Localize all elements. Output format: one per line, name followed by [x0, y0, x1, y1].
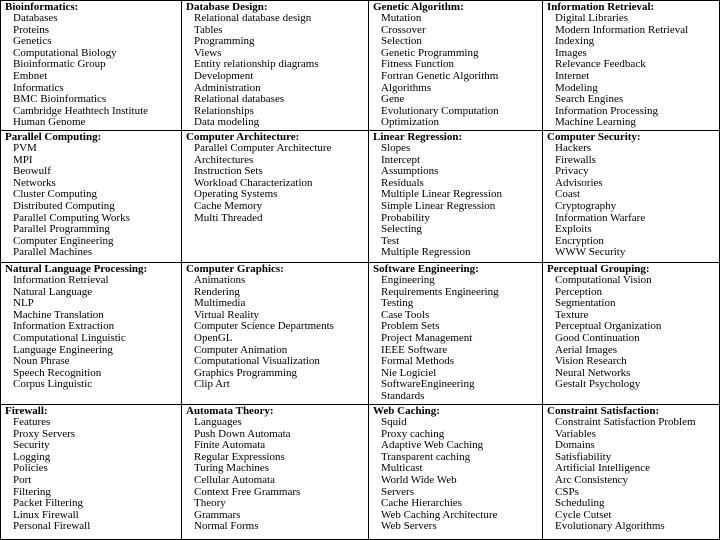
keyword-item: Images	[555, 46, 587, 59]
keyword-item: Arc Consistency	[555, 473, 629, 486]
topic-cell	[0, 405, 182, 540]
keyword-item: Coast	[555, 188, 581, 201]
keyword-item: Computational Vision	[555, 274, 652, 286]
keyword-item: Requirements Engineering	[381, 285, 499, 298]
topic-cell	[182, 405, 369, 540]
keyword-item: Genetics	[13, 35, 52, 48]
keyword-item: Indexing	[555, 35, 595, 48]
keyword-item: Crossover	[381, 23, 426, 36]
keyword-item: Gestalt Psychology	[555, 378, 641, 391]
keyword-item: Policies	[13, 462, 48, 475]
topic-cell	[0, 0, 182, 131]
keyword-list	[547, 143, 719, 259]
keyword-item: Finite Automata	[194, 439, 266, 452]
keyword-item: Case Tools	[381, 308, 430, 321]
keyword-item: Networks	[13, 176, 56, 189]
keyword-item: CSPs	[555, 485, 579, 498]
keyword-item: Proxy Servers	[13, 427, 76, 440]
keyword-item: Port	[13, 473, 32, 486]
keyword-item: Multiple Regression	[381, 246, 471, 259]
keyword-item: Optimization	[381, 116, 440, 129]
keyword-item: Languages	[194, 416, 242, 428]
keyword-item: Project Management	[381, 331, 473, 344]
keyword-item: Speech Recognition	[13, 366, 102, 379]
keyword-item: Informatics	[13, 81, 64, 94]
keyword-item: Parallel Computer Architecture	[194, 142, 332, 154]
keyword-item: Features	[13, 416, 51, 428]
keyword-item: Intercept	[381, 153, 421, 166]
keyword-item: Relational databases	[194, 93, 285, 106]
keyword-item: Machine Learning	[555, 116, 636, 129]
topic-title: Web Caching:	[373, 405, 440, 417]
keyword-item: Aerial Images	[555, 343, 617, 356]
topic-cell	[182, 0, 369, 131]
topic-cell	[369, 0, 543, 131]
keyword-item: Engineering	[381, 274, 435, 286]
keyword-item: Development	[194, 69, 254, 82]
topic-title: Computer Graphics:	[186, 263, 284, 275]
keyword-item: Information Processing	[555, 104, 658, 117]
keyword-item: Evolutionary Algorithms	[555, 520, 665, 533]
keyword-item: Adaptive Web Caching	[381, 439, 484, 452]
topic-cell	[543, 405, 720, 540]
keyword-item: Rendering	[194, 285, 240, 298]
keyword-item: Proxy caching	[381, 427, 445, 440]
keyword-item: MPI	[13, 153, 33, 166]
keyword-item: Test	[381, 234, 400, 247]
topic-title: Constraint Satisfaction:	[547, 405, 660, 417]
keyword-item: Selecting	[381, 223, 422, 236]
keyword-item: Entity relationship diagrams	[194, 58, 319, 71]
keyword-item: Logging	[13, 450, 51, 463]
keyword-item: Theory	[194, 497, 226, 510]
keyword-item: Hackers	[555, 142, 592, 154]
keyword-item: Web Caching Architecture	[381, 508, 498, 521]
keyword-item: Computer Animation	[194, 343, 288, 356]
topic-cell	[543, 131, 720, 263]
keyword-item: Information Extraction	[13, 320, 115, 333]
topic-title: Natural Language Processing:	[5, 263, 148, 275]
keyword-item: Parallel Machines	[13, 246, 93, 259]
keyword-item: Domains	[555, 439, 595, 452]
keyword-item: Testing	[381, 297, 414, 310]
keyword-item: Computational Visualization	[194, 355, 320, 368]
keyword-item: Problem Sets	[381, 320, 440, 333]
keyword-item: Genetic Programming	[381, 46, 479, 59]
keyword-item: Tables	[194, 23, 223, 36]
keyword-item: Scheduling	[555, 497, 605, 510]
keyword-item: Linux Firewall	[13, 508, 79, 521]
keyword-item: Beowulf	[13, 165, 51, 178]
topic-cell	[369, 405, 543, 540]
keyword-item: Exploits	[555, 223, 592, 236]
keyword-item: Relevance Feedback	[555, 58, 646, 71]
keyword-item: Operating Systems	[194, 188, 278, 201]
keyword-item: Views	[194, 46, 222, 59]
keyword-item: Fortran Genetic Algorithm	[381, 69, 499, 82]
keyword-item: IEEE Software	[381, 343, 448, 356]
keyword-item: Multiple Linear Regression	[381, 188, 502, 201]
keyword-item: Embnet	[13, 69, 48, 82]
topic-title: Database Design:	[186, 1, 268, 13]
keyword-item: Relational database design	[194, 12, 312, 24]
keyword-item: Personal Firewall	[13, 520, 91, 533]
topic-title: Information Retrieval:	[547, 1, 655, 13]
keyword-item: Grammars	[194, 508, 241, 521]
keyword-item: Cycle Cutset	[555, 508, 612, 521]
topic-cell	[182, 131, 369, 263]
keyword-item: Computer Engineering	[13, 234, 114, 247]
keyword-item-left: Software	[381, 378, 421, 391]
keyword-item: Computational Biology	[13, 46, 117, 59]
keyword-list	[373, 275, 542, 403]
keyword-item: Instruction Sets	[194, 165, 263, 178]
keyword-item: Encryption	[555, 234, 604, 247]
keyword-item: Graphics Programming	[194, 366, 297, 379]
keyword-item: Vision Research	[555, 355, 627, 368]
keyword-item: Modern Information Retrieval	[555, 23, 689, 36]
topic-title: Genetic Algorithm:	[373, 1, 464, 13]
keyword-item: Administration	[194, 81, 261, 94]
keyword-item: World Wide Web	[381, 473, 457, 486]
keyword-item: Constraint Satisfaction Problem	[555, 416, 696, 428]
keyword-item: Perception	[555, 285, 603, 298]
keyword-item: BMC Bioinformatics	[13, 93, 107, 106]
topic-cell	[369, 131, 543, 263]
keyword-item: Internet	[555, 69, 590, 82]
keyword-item: Good Continuation	[555, 331, 640, 344]
keyword-item: Selection	[381, 35, 422, 48]
keyword-item: OpenGL	[194, 331, 233, 344]
keyword-item: Web Servers	[381, 520, 437, 533]
keyword-item: Computational Linguistic	[13, 331, 126, 344]
topic-title: Computer Architecture:	[186, 131, 300, 143]
topic-title: Computer Security:	[547, 131, 641, 143]
keyword-list	[373, 417, 542, 533]
keyword-item: Regular Expressions	[194, 450, 285, 463]
keyword-item: PVM	[13, 142, 37, 154]
keyword-item: NLP	[13, 297, 34, 310]
keyword-item: Cambridge Heathtech Institute	[13, 104, 149, 117]
keyword-item: Texture	[555, 308, 589, 321]
keyword-item: Machine Translation	[13, 308, 104, 321]
keyword-item: Security	[13, 439, 50, 452]
topic-cell	[369, 263, 543, 405]
topic-cell	[543, 0, 720, 131]
keyword-item: Search Engines	[555, 93, 624, 106]
keyword-item: Data modeling	[194, 116, 260, 129]
keyword-item: Noun Phrase	[13, 355, 70, 368]
keyword-item: Cryptography	[555, 199, 617, 212]
topic-title: Parallel Computing:	[5, 131, 102, 143]
keyword-item: Probability	[381, 211, 430, 224]
keyword-list	[5, 275, 181, 391]
keyword-item: Packet Filtering	[13, 497, 83, 510]
keyword-item: Programming	[194, 35, 255, 48]
keyword-list	[186, 275, 368, 391]
keyword-item: Multicast	[381, 462, 423, 475]
keyword-list	[547, 417, 719, 533]
keyword-item: Assumptions	[381, 165, 439, 178]
keyword-item: Multi Threaded	[194, 211, 263, 224]
topic-title: Perceptual Grouping:	[547, 263, 650, 275]
keyword-item: Standards	[381, 389, 425, 402]
keyword-item: Gene	[381, 93, 405, 106]
keyword-item: Satisfiability	[555, 450, 612, 463]
keyword-item: Variables	[555, 427, 596, 440]
keyword-item: Bioinformatic Group	[13, 58, 106, 71]
keyword-item: WWW Security	[555, 246, 626, 259]
keyword-list	[5, 143, 181, 259]
keyword-item: Databases	[13, 12, 58, 24]
keyword-list	[547, 13, 719, 129]
keyword-item: Clip Art	[194, 378, 230, 391]
keyword-item: Computer Science Departments	[194, 320, 334, 333]
topic-title: Bioinformatics:	[5, 1, 79, 13]
keyword-item: Push Down Automata	[194, 427, 291, 440]
keyword-item: Servers	[381, 485, 414, 498]
keyword-item: Workload Characterization	[194, 176, 313, 189]
keyword-item: Animations	[194, 274, 246, 286]
keyword-item: Context Free Grammars	[194, 485, 301, 498]
keyword-item: Segmentation	[555, 297, 616, 310]
keyword-item: Distributed Computing	[13, 199, 115, 212]
keyword-item: Information Retrieval	[13, 274, 109, 286]
keyword-item: Corpus Linguistic	[13, 378, 93, 391]
keyword-list	[5, 13, 181, 129]
keyword-list	[373, 13, 542, 129]
keyword-item: Filtering	[13, 485, 51, 498]
topic-title: Automata Theory:	[186, 405, 274, 417]
keyword-item: Residuals	[381, 176, 424, 189]
topic-title: Linear Regression:	[373, 131, 463, 143]
keyword-item: Simple Linear Regression	[381, 199, 496, 212]
keyword-item: Information Warfare	[555, 211, 646, 224]
keyword-list	[186, 13, 368, 129]
keyword-item: Advisories	[555, 176, 603, 189]
keyword-item: Firewalls	[555, 153, 596, 166]
keyword-item: Multimedia	[194, 297, 246, 310]
keyword-item: Neural Networks	[555, 366, 631, 379]
keyword-item: Human Genome	[13, 116, 86, 129]
keyword-list	[373, 143, 542, 259]
keyword-item: Evolutionary Computation	[381, 104, 499, 117]
topic-title: Firewall:	[5, 405, 48, 417]
keyword-item: Artificial Intelligence	[555, 462, 650, 475]
keyword-item: Natural Language	[13, 285, 93, 298]
keyword-item: Perceptual Organization	[555, 320, 662, 333]
keyword-item: Cluster Computing	[13, 188, 98, 201]
keyword-list	[186, 417, 368, 533]
keyword-item: Cellular Automata	[194, 473, 275, 486]
keyword-item: Language Engineering	[13, 343, 113, 356]
topic-cell	[182, 263, 369, 405]
topic-cell	[543, 263, 720, 405]
keyword-item: Modeling	[555, 81, 598, 94]
topic-cell	[0, 131, 182, 263]
keyword-item: Cache Memory	[194, 199, 263, 212]
keyword-item: Parallel Programming	[13, 223, 110, 236]
keyword-item-right: Engineering	[420, 378, 475, 391]
keyword-item: Proteins	[13, 23, 50, 36]
keyword-item: Nie Logiciel	[381, 366, 437, 379]
keyword-item: Fitness Function	[381, 58, 455, 71]
keyword-item: Turing Machines	[194, 462, 270, 475]
keyword-list	[186, 143, 368, 224]
keyword-item: Cache Hierarchies	[381, 497, 462, 510]
topic-title: Software Engineering:	[373, 263, 479, 275]
keyword-item: Relationships	[194, 104, 254, 117]
keyword-item: Virtual Reality	[194, 308, 260, 321]
keyword-item: Squid	[381, 416, 407, 428]
keyword-item: Architectures	[194, 153, 254, 166]
keyword-item: Mutation	[381, 12, 422, 24]
topic-cell	[0, 263, 182, 405]
keyword-item: Slopes	[381, 142, 411, 154]
keyword-item: Algorithms	[381, 81, 432, 94]
keyword-item: Normal Forms	[194, 520, 259, 533]
keyword-item: Privacy	[555, 165, 589, 178]
keyword-list	[5, 417, 181, 533]
keyword-item: Parallel Computing Works	[13, 211, 130, 224]
keyword-list	[547, 275, 719, 391]
keyword-item: Transparent caching	[381, 450, 471, 463]
keyword-item: Digital Libraries	[555, 12, 629, 24]
keyword-item: Formal Methods	[381, 355, 455, 368]
